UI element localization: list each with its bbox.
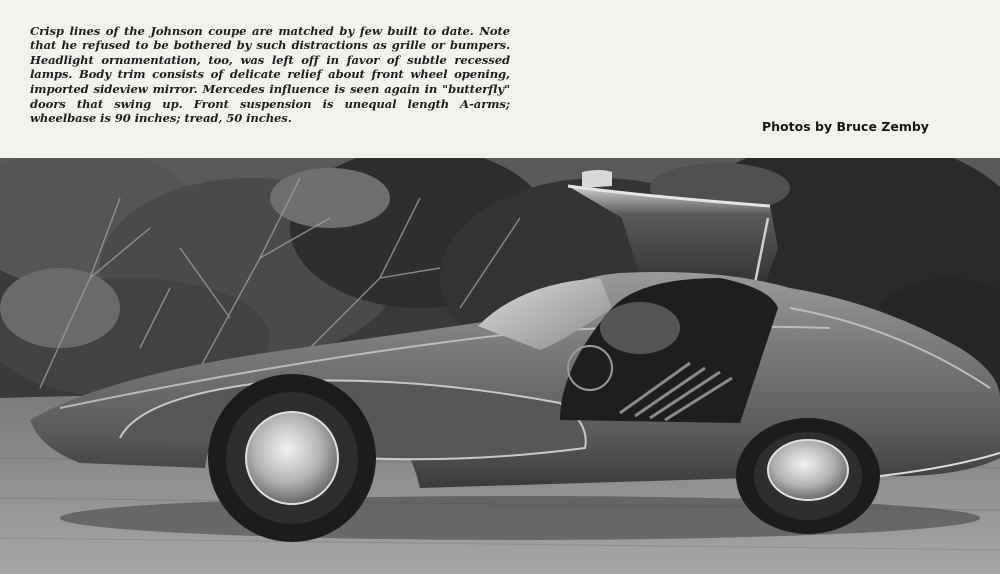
- photo-caption: Crisp lines of the Johnson coupe are matched by few built to date. Note that he refused to be bothered by such distractions as grille or bumpers. Headlight ornamentation, too, was left off in favor of subtle recessed lamps. Body trim consists of delicate relief about front wheel opening, imported sideview mirror. Mercedes influence is seen again in "butterfly" doors that swing up. Front suspension is unequal length A-arms; wheelbase is 90 inches; tread, 50 inches.: [30, 23, 510, 126]
- rear-wheel: [736, 418, 880, 534]
- photo-credit: Photos by Bruce Zemby: [762, 119, 929, 134]
- front-wheel: [208, 374, 376, 542]
- car-photograph: [0, 158, 1000, 574]
